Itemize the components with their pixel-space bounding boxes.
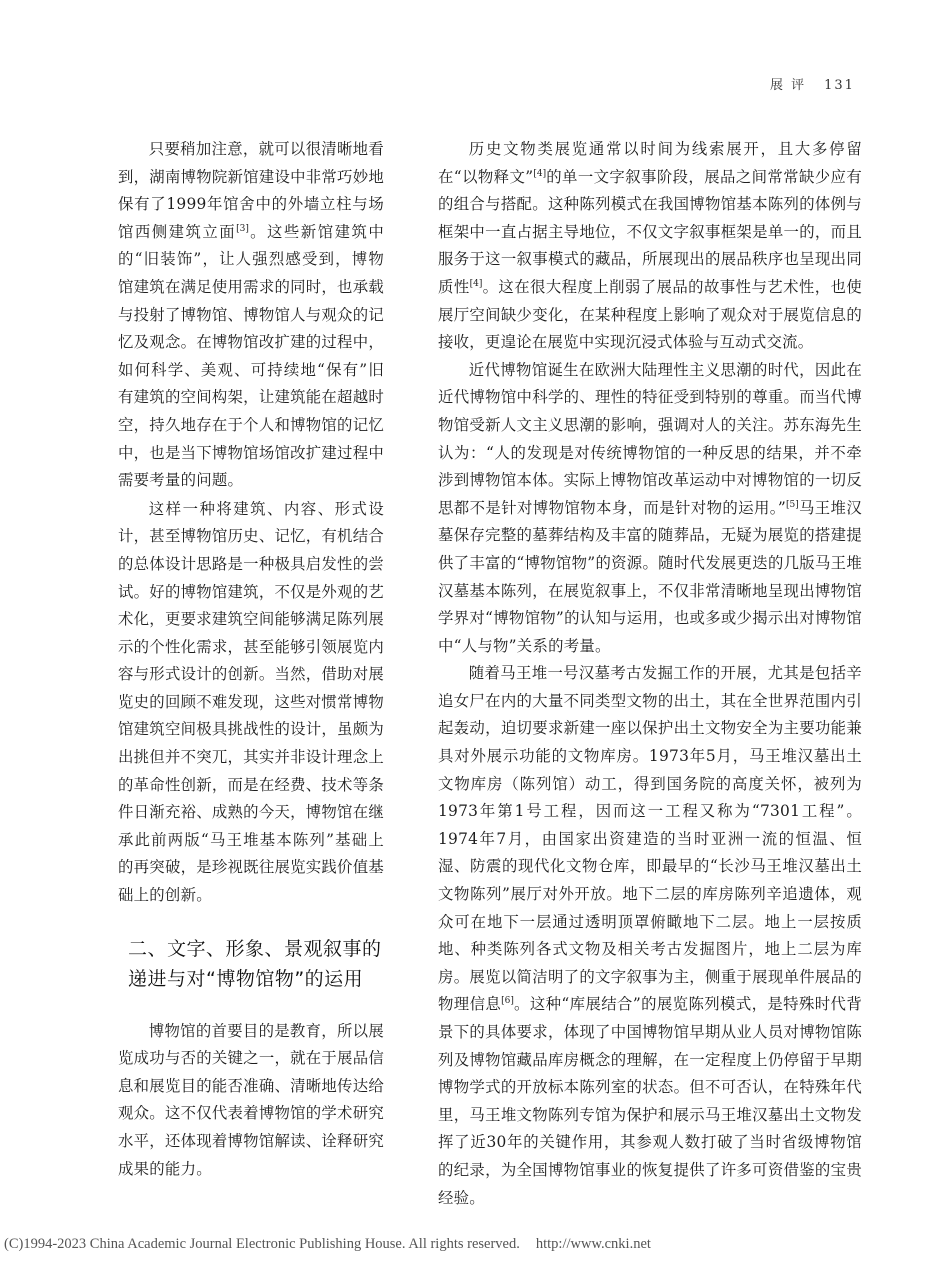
citation-marker: [6]	[501, 996, 514, 1007]
citation-marker: [3]	[236, 223, 249, 234]
text-run: 。这在很大程度上削弱了展品的故事性与艺术性，也使展厅空间缺少变化，在某种程度上影响了观众对于展览信息的接收，更遑论在展览中实现沉浸式体验与互动式交流。	[438, 277, 862, 352]
footer-url: http://www.cnki.net	[535, 1236, 651, 1252]
paragraph: 这样一种将建筑、内容、形式设计，甚至博物馆历史、记忆，有机结合的总体设计思路是一种极具启发性的尝试。好的博物馆建筑，不仅是外观的艺术化，更要求建筑空间能够满足陈列展示的个性化需求，甚至能够引领展览内容与形式设计的创新。当然，借助对展览史的回顾不难发现，这些对惯常博物馆建筑空间极具挑战性的设计，虽颇为出挑但并不突兀，其实并非设计理念上的革命性创新，而是在经费、技术等条件日渐充裕、成熟的今天，博物馆在继承此前两版“马王堆基本陈列”基础上的再突破，是珍视既往展览实践价值基础上的创新。	[118, 499, 384, 905]
section-title: 展 评	[770, 78, 807, 93]
paragraph	[118, 136, 384, 495]
citation-marker: [4]	[469, 278, 483, 289]
page-number: 131	[824, 78, 855, 93]
citation-marker: [4]	[533, 168, 547, 179]
paragraph	[438, 136, 862, 357]
running-header	[770, 74, 870, 93]
paragraph: 博物馆的首要目的是教育，所以展览成功与否的关键之一，就在于展品信息和展览目的能否准确、清晰地传达给观众。这不仅代表着博物馆的学术研究水平，还体现着博物馆解读、诠释研究成果的能力。	[118, 1021, 384, 1178]
text-run: 只要稍加注意，就可以很清晰地看到，湖南博物院新馆建设中非常巧妙地保有了1999年馆舍中的外墙立柱与场馆西侧建筑立面	[118, 140, 384, 241]
left-column	[118, 136, 384, 1183]
right-column	[438, 136, 862, 1212]
text-run: 近代博物馆诞生在欧洲大陆理性主义思潮的时代，因此在近代博物馆中科学的、理性的特征受到特别的尊重。而当代博物馆受新人文主义思潮的影响，强调对人的关注。苏东海先生认为：“人的发现是对传统博物馆的一种反思的结果，并不牵涉到博物馆本体。实际上博物馆改革运动中对博物馆的一切反思都不是针对博物馆物本身，而是针对物的运用。”	[438, 360, 862, 517]
text-run: 的单一文字叙事阶段，展品之间常常缺少应有的组合与搭配。这种陈列模式在我国博物馆基本陈列的体例与框架中一直占据主导地位，不仅文字叙事框架是单一的，而且服务于这一叙事模式的藏品，所展现出的展品秩序也呈现出同质性	[438, 167, 862, 296]
copyright-text: (C)1994-2023 China Academic Journal Electronic Publishing House. All rights reserved.	[4, 1236, 520, 1252]
text-run: 。这些新馆建筑中的“旧装饰”，让人强烈感受到，博物馆建筑在满足使用需求的同时，也承载与投射了博物馆、博物馆人与观众的记忆及观念。在博物馆改扩建的过程中，如何科学、美观、可持续地“保有”旧有建筑的空间构架，让建筑能在超越时空，持久地存在于个人和博物馆的记忆中，也是当下博物馆场馆改扩建过程中需要考量的问题。	[118, 222, 384, 490]
text-run: 。这种“库展结合”的展览陈列模式，是特殊时代背景下的具体要求，体现了中国博物馆早期从业人员对博物馆陈列及博物馆藏品库房概念的理解，在一定程度上仍停留于早期博物学式的开放标本陈列室的状态。但不可否认，在特殊年代里，马王堆文物陈列专馆为保护和展示马王堆汉墓出土文物发挥了近30年的关键作用，其参观人数打破了当时省级博物馆的纪录，为全国博物馆事业的恢复提供了许多可资借鉴的宝贵经验。	[438, 995, 862, 1207]
section-heading	[118, 934, 384, 994]
text-run: 历史文物类展览通常以时间为线索展开，且大多停留在“以物释文”	[438, 140, 862, 186]
text-run: 马王堆汉墓保存完整的墓葬结构及丰富的随葬品，无疑为展览的搭建提供了丰富的“博物馆物”的资源。随时代发展更迭的几版马王堆汉墓基本陈列，在展览叙事上，不仅非常清晰地呈现出博物馆学界对“博物馆物”的认知与运用，也或多或少揭示出对博物馆中“人与物”关系的考量。	[438, 498, 862, 655]
citation-marker: [5]	[786, 499, 799, 510]
copyright-footer	[4, 1236, 948, 1253]
heading-line: 递进与对“博物馆物”的运用	[128, 967, 364, 990]
paragraph	[438, 660, 862, 1212]
heading-line: 二、文字、形象、景观叙事的	[128, 937, 382, 960]
paragraph	[438, 357, 862, 661]
text-run: 随着马王堆一号汉墓考古发掘工作的开展，尤其是包括辛追女尸在内的大量不同类型文物的出土，其在全世界范围内引起轰动，迫切要求新建一座以保护出土文物安全为主要功能兼具对外展示功能的文物库房。1973年5月，马王堆汉墓出土文物库房（陈列馆）动工，得到国务院的高度关怀，被列为1973年第1号工程，因而这一工程又称为“7301工程”。1974年7月，由国家出资建造的当时亚洲一流的恒温、恒湿、防震的现代化文物仓库，即最早的“长沙马王堆汉墓出土文物陈列”展厅对外开放。地下二层的库房陈列辛追遗体，观众可在地下一层通过透明顶罩俯瞰地下二层。地上一层按质地、种类陈列各式文物及相关考古发掘图片，地上二层为库房。展览以简洁明了的文字叙事为主，侧重于展现单件展品的物理信息	[438, 664, 862, 1014]
